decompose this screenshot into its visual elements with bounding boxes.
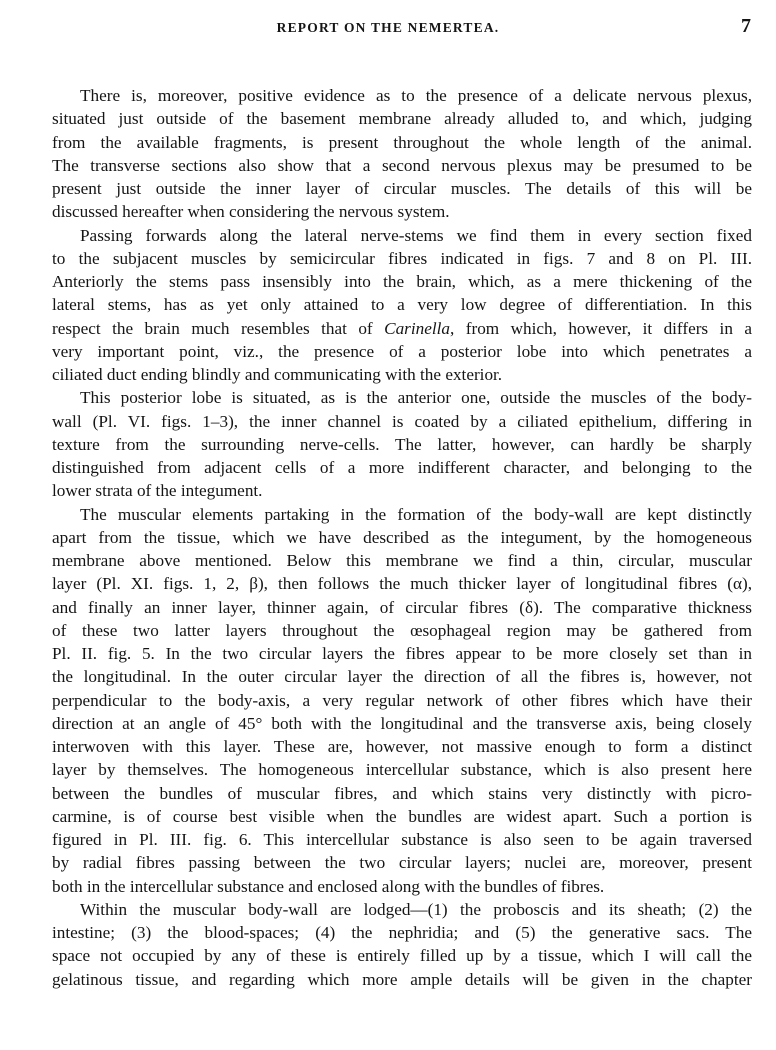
text-segment: respect the brain much resembles that of bbox=[52, 318, 385, 338]
text-line: The transverse sections also show that a second nervous plexus may be presumed to be bbox=[52, 155, 752, 175]
text-line: from the available fragments, is present throughout the whole length of the animal. bbox=[52, 132, 752, 152]
paragraph bbox=[52, 503, 752, 898]
paragraph bbox=[52, 224, 752, 387]
text-line: to the subjacent muscles by semicircular fibres indicated in figs. 7 and 8 on Pl. III. bbox=[52, 248, 752, 268]
paragraph bbox=[52, 386, 752, 502]
text-line: This posterior lobe is situated, as is the anterior one, outside the muscles of the body- bbox=[80, 388, 752, 408]
text-line: very important point, viz., the presence of a posterior lobe into which penetrates a bbox=[52, 341, 752, 361]
text-line: figured in Pl. III. fig. 6. This intercellular substance is also seen to be again traversed bbox=[52, 830, 752, 849]
text-segment: , from which, however, it differs in a bbox=[450, 318, 753, 338]
text-line: both in the intercellular substance and enclosed along with the bundles of fibres. bbox=[52, 876, 605, 896]
text-line: of these two latter layers throughout the œsophageal region may be gathered from bbox=[52, 620, 752, 640]
body-text bbox=[52, 84, 752, 991]
text-line: membrane above mentioned. Below this membrane we find a thin, circular, muscular bbox=[52, 551, 752, 570]
text-line: interwoven with this layer. These are, however, not massive enough to form a distinct bbox=[52, 737, 752, 756]
text-line: gelatinous tissue, and regarding which more ample details will be given in the chapter bbox=[52, 969, 752, 989]
text-line: and finally an inner layer, thinner again, of circular fibres (δ). The comparative thickness bbox=[52, 597, 752, 617]
text-line: ciliated duct ending blindly and communicating with the exterior. bbox=[52, 365, 503, 384]
text-line: lower strata of the integument. bbox=[52, 481, 263, 501]
text-line: present just outside the inner layer of circular muscles. The details of this will be bbox=[52, 179, 752, 198]
text-line: the longitudinal. In the outer circular layer the direction of all the fibres is, however, not bbox=[52, 667, 752, 687]
running-head: REPORT ON THE NEMERTEA. bbox=[276, 20, 500, 35]
paragraph bbox=[52, 898, 752, 991]
text-line: lateral stems, has as yet only attained to a very low degree of differentiation. In this bbox=[52, 295, 752, 315]
text-line: distinguished from adjacent cells of a more indifferent character, and belonging to the bbox=[52, 458, 752, 477]
text-line: layer (Pl. XI. figs. 1, 2, β), then follows the much thicker layer of longitudinal fibres (α), bbox=[52, 574, 752, 594]
text-line: There is, moreover, positive evidence as to the presence of a delicate nervous plexus, bbox=[80, 86, 752, 105]
page-number: 7 bbox=[741, 15, 751, 37]
italic-taxon: Carinella bbox=[384, 318, 450, 338]
text-line: apart from the tissue, which we have described as the integument, by the homogeneous bbox=[52, 527, 752, 547]
text-line: between the bundles of muscular fibres, and which stains very distinctly with picro- bbox=[52, 783, 752, 803]
text-line: perpendicular to the body-axis, a very regular network of other fibres which have their bbox=[52, 690, 752, 710]
text-line: texture from the surrounding nerve-cells. The latter, however, can hardly be sharply bbox=[52, 434, 752, 454]
text-line: by radial fibres passing between the two circular layers; nuclei are, moreover, present bbox=[52, 853, 752, 873]
text-line: layer by themselves. The homogeneous intercellular substance, which is also present here bbox=[52, 760, 752, 780]
text-line: situated just outside of the basement membrane already alluded to, and which, judging bbox=[52, 109, 752, 129]
text-line: Within the muscular body-wall are lodged—(1) the proboscis and its sheath; (2) the bbox=[80, 899, 752, 919]
text-line: Anteriorly the stems pass insensibly into the brain, which, as a mere thickening of the bbox=[52, 272, 752, 291]
text-line: Pl. II. fig. 5. In the two circular layers the fibres appear to be more closely set than in bbox=[52, 644, 752, 663]
text-line bbox=[52, 317, 752, 340]
text-line: intestine; (3) the blood-spaces; (4) the nephridia; and (5) the generative sacs. The bbox=[52, 923, 752, 942]
text-line: The muscular elements partaking in the formation of the body-wall are kept distinctly bbox=[80, 504, 752, 524]
text-line: wall (Pl. VI. figs. 1–3), the inner channel is coated by a ciliated epithelium, differing in bbox=[52, 411, 752, 431]
text-line: carmine, is of course best visible when the bundles are widest apart. Such a portion is bbox=[52, 806, 752, 826]
text-line: discussed hereafter when considering the nervous system. bbox=[52, 202, 450, 222]
text-line: direction at an angle of 45° both with the longitudinal and the transverse axis, being closely bbox=[52, 713, 752, 733]
paragraph bbox=[52, 84, 752, 224]
text-line: space not occupied by any of these is entirely filled up by a tissue, which I will call the bbox=[52, 946, 752, 966]
text-line: Passing forwards along the lateral nerve-stems we find them in every section fixed bbox=[80, 225, 752, 245]
